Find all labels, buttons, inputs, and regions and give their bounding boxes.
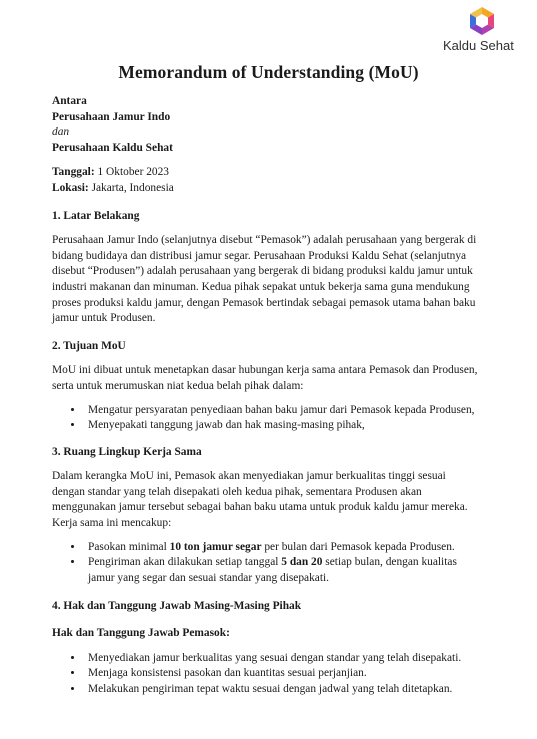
text-line: Perusahaan Jamur Indo (selanjutnya disebut “Pemasok”) adalah perusahaan yang bergerak di [52, 234, 477, 247]
list-item: • Mengatur persyaratan penyediaan bahan baku jamur dari Pemasok kepada Produsen, [84, 403, 492, 419]
text-line: disebut “Produsen”) adalah perusahaan yang bergerak di bidang produksi kaldu jamur untuk [52, 265, 473, 278]
date-line [52, 165, 492, 181]
text-line: Dalam kerangka MoU ini, Pemasok akan menyediakan jamur berkualitas tinggi sesuai [52, 470, 446, 483]
list-item: • Menjaga konsistensi pasokan dan kuantitas sesuai perjanjian. [84, 666, 492, 682]
text-line: Kerja sama ini mencakup: [52, 517, 172, 530]
text-line: serta untuk merumuskan niat kedua belah pihak dalam: [52, 379, 304, 392]
section-3-text [52, 469, 492, 531]
logo-text: Kaldu Sehat [443, 38, 514, 53]
text-line: menggunakan jamur tersebut sebagai bahan baku utama untuk produk kaldu jamur mereka. [52, 501, 468, 514]
list-item [84, 540, 492, 556]
list-item: • Menyepakati tanggung jawab dan hak masing-masing pihak, [84, 418, 492, 434]
section-4-heading: 4. Hak dan Tanggung Jawab Masing-Masing Pihak [52, 600, 302, 613]
party-2: Perusahaan Kaldu Sehat [52, 141, 173, 154]
meta-block [52, 165, 492, 196]
hexagon-logo-icon [468, 6, 496, 36]
section-2-list [52, 403, 492, 434]
list-item: • Melakukan pengiriman tepat waktu sesuai dengan jadwal yang telah ditetapkan. [84, 682, 492, 698]
text-line: bidang budidaya dan distribusi jamur segar. Perusahaan Produksi Kaldu Sehat (selanjutnya [52, 249, 467, 262]
bullet-emphasis: 5 dan 20 [281, 556, 323, 569]
document-body [52, 94, 492, 697]
document-title: Memorandum of Understanding (MoU) [118, 62, 419, 82]
bullet-text: Pengiriman akan dilakukan setiap tanggal [88, 556, 282, 569]
date-label: Tanggal: [52, 166, 95, 179]
section-2-text [52, 363, 492, 394]
section-3-list [52, 540, 492, 587]
text-line: industri makanan dan minuman. Kedua pihak sepakat untuk bekerja sama guna mendukung [52, 280, 470, 293]
location-line [52, 181, 492, 197]
parties-intro: Antara [52, 95, 87, 107]
party-1: Perusahaan Jamur Indo [52, 110, 171, 123]
section-3-heading: 3. Ruang Lingkup Kerja Sama [52, 445, 202, 458]
bullet-emphasis: 10 ton jamur segar [169, 540, 262, 553]
bullet-text: per bulan dari Pemasok kepada Produsen. [261, 540, 455, 553]
section-1-text [52, 233, 492, 327]
text-line: dengan standar yang telah disepakati oleh kedua pihak, sementara Produsen akan [52, 485, 422, 498]
date-value: 1 Oktober 2023 [94, 166, 169, 179]
text-line: proses produksi kaldu jamur, dengan Pemasok bertindak sebagai pemasok utama bahan baku [52, 296, 476, 309]
text-line: jamur untuk Produsen. [52, 312, 156, 325]
section-4-list [52, 651, 492, 698]
location-value: Jakarta, Indonesia [88, 181, 174, 194]
company-logo [443, 6, 523, 53]
parties-block [52, 94, 492, 156]
location-label: Lokasi: [52, 181, 89, 194]
list-item: • Menyediakan jamur berkualitas yang sesuai dengan standar yang telah disepakati. [84, 651, 492, 667]
parties-conjunction: dan [52, 126, 70, 139]
bullet-text: jamur yang segar dan sesuai standar yang disepakati. [88, 571, 330, 584]
section-4-subheading: Hak dan Tanggung Jawab Pemasok: [52, 627, 230, 640]
text-line: MoU ini dibuat untuk menetapkan dasar hubungan kerja sama antara Pemasok dan Produsen, [52, 364, 478, 377]
section-2-heading: 2. Tujuan MoU [52, 339, 126, 352]
list-item [84, 555, 492, 586]
bullet-text: setiap bulan, dengan kualitas [322, 556, 457, 569]
section-1-heading: 1. Latar Belakang [52, 209, 140, 222]
bullet-text: Pasokan minimal [88, 540, 170, 553]
